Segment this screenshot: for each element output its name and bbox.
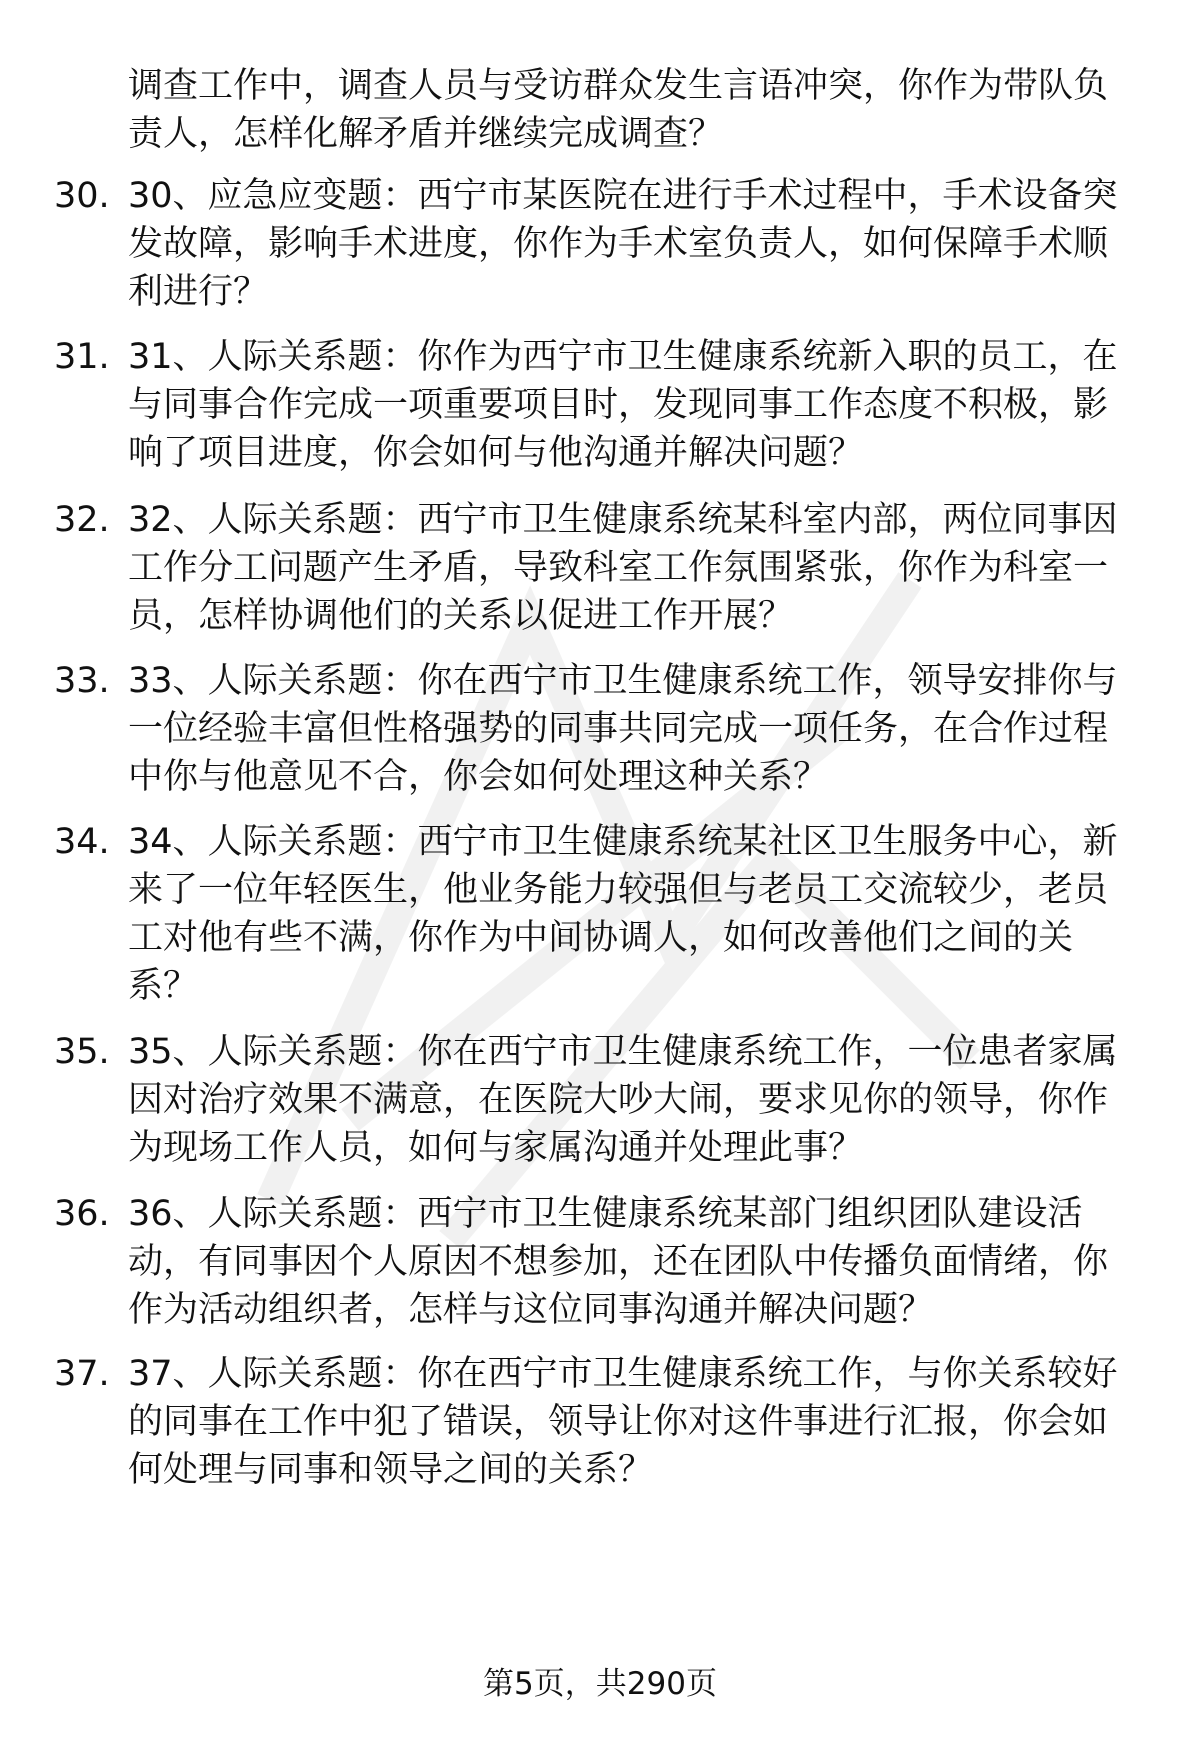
question-text [128,1028,1138,1172]
text-line: 33、人际关系题：你在西宁市卫生健康系统工作，领导安排你与 [128,661,1118,701]
text-line: 利进行？ [128,272,269,312]
text-line: 动，有同事因个人原因不想参加，还在团队中传播负面情绪，你 [128,1242,1109,1282]
question-number: 31. [54,337,110,377]
text-line: 调查工作中，调查人员与受访群众发生言语冲突，你作为带队负 [128,66,1109,106]
text-line: 34、人际关系题：西宁市卫生健康系统某社区卫生服务中心，新 [128,822,1118,862]
text-line: 系？ [128,966,199,1006]
text-line: 的同事在工作中犯了错误，领导让你对这件事进行汇报，你会如 [128,1402,1109,1442]
continuation-paragraph [128,62,1138,158]
text-line: 37、人际关系题：你在西宁市卫生健康系统工作，与你关系较好 [128,1354,1118,1394]
text-line: 责人，怎样化解矛盾并继续完成调查？ [128,114,724,154]
text-line: 32、人际关系题：西宁市卫生健康系统某科室内部，两位同事因 [128,500,1118,540]
text-line: 31、人际关系题：你作为西宁市卫生健康系统新入职的员工，在 [128,337,1118,377]
text-line: 因对治疗效果不满意，在医院大吵大闹，要求见你的领导，你作 [128,1080,1109,1120]
text-line: 与同事合作完成一项重要项目时，发现同事工作态度不积极，影 [128,385,1109,425]
text-line: 作为活动组织者，怎样与这位同事沟通并解决问题？ [128,1290,934,1330]
text-line: 响了项目进度，你会如何与他沟通并解决问题？ [128,433,864,473]
question-text [128,333,1138,477]
text-line: 为现场工作人员，如何与家属沟通并处理此事？ [128,1128,864,1168]
question-text [128,172,1138,316]
question-text [128,1350,1138,1494]
text-line: 来了一位年轻医生，他业务能力较强但与老员工交流较少，老员 [128,870,1109,910]
text-line: 工对他有些不满，你作为中间协调人，如何改善他们之间的关 [128,918,1074,958]
text-line: 36、人际关系题：西宁市卫生健康系统某部门组织团队建设活 [128,1194,1083,1234]
question-text [128,496,1138,640]
text-line: 一位经验丰富但性格强势的同事共同完成一项任务，在合作过程 [128,709,1109,749]
question-number: 30. [54,176,110,216]
question-text [128,818,1138,1010]
text-line: 中你与他意见不合，你会如何处理这种关系？ [128,757,829,797]
text-line: 发故障，影响手术进度，你作为手术室负责人，如何保障手术顺 [128,224,1109,264]
text-line: 35、人际关系题：你在西宁市卫生健康系统工作，一位患者家属 [128,1032,1118,1072]
question-number: 35. [54,1032,110,1072]
question-text [128,1190,1138,1334]
question-number: 32. [54,500,110,540]
question-number: 36. [54,1194,110,1234]
text-line: 工作分工问题产生矛盾，导致科室工作氛围紧张，你作为科室一 [128,548,1109,588]
question-number: 33. [54,661,110,701]
question-text [128,657,1138,801]
question-number: 34. [54,822,110,862]
text-line: 30、应急应变题：西宁市某医院在进行手术过程中，手术设备突 [128,176,1118,216]
question-number: 37. [54,1354,110,1394]
text-line: 员，怎样协调他们的关系以促进工作开展？ [128,596,794,636]
page-footer: 第5页，共290页 [483,1666,717,1702]
text-line: 何处理与同事和领导之间的关系？ [128,1450,654,1490]
